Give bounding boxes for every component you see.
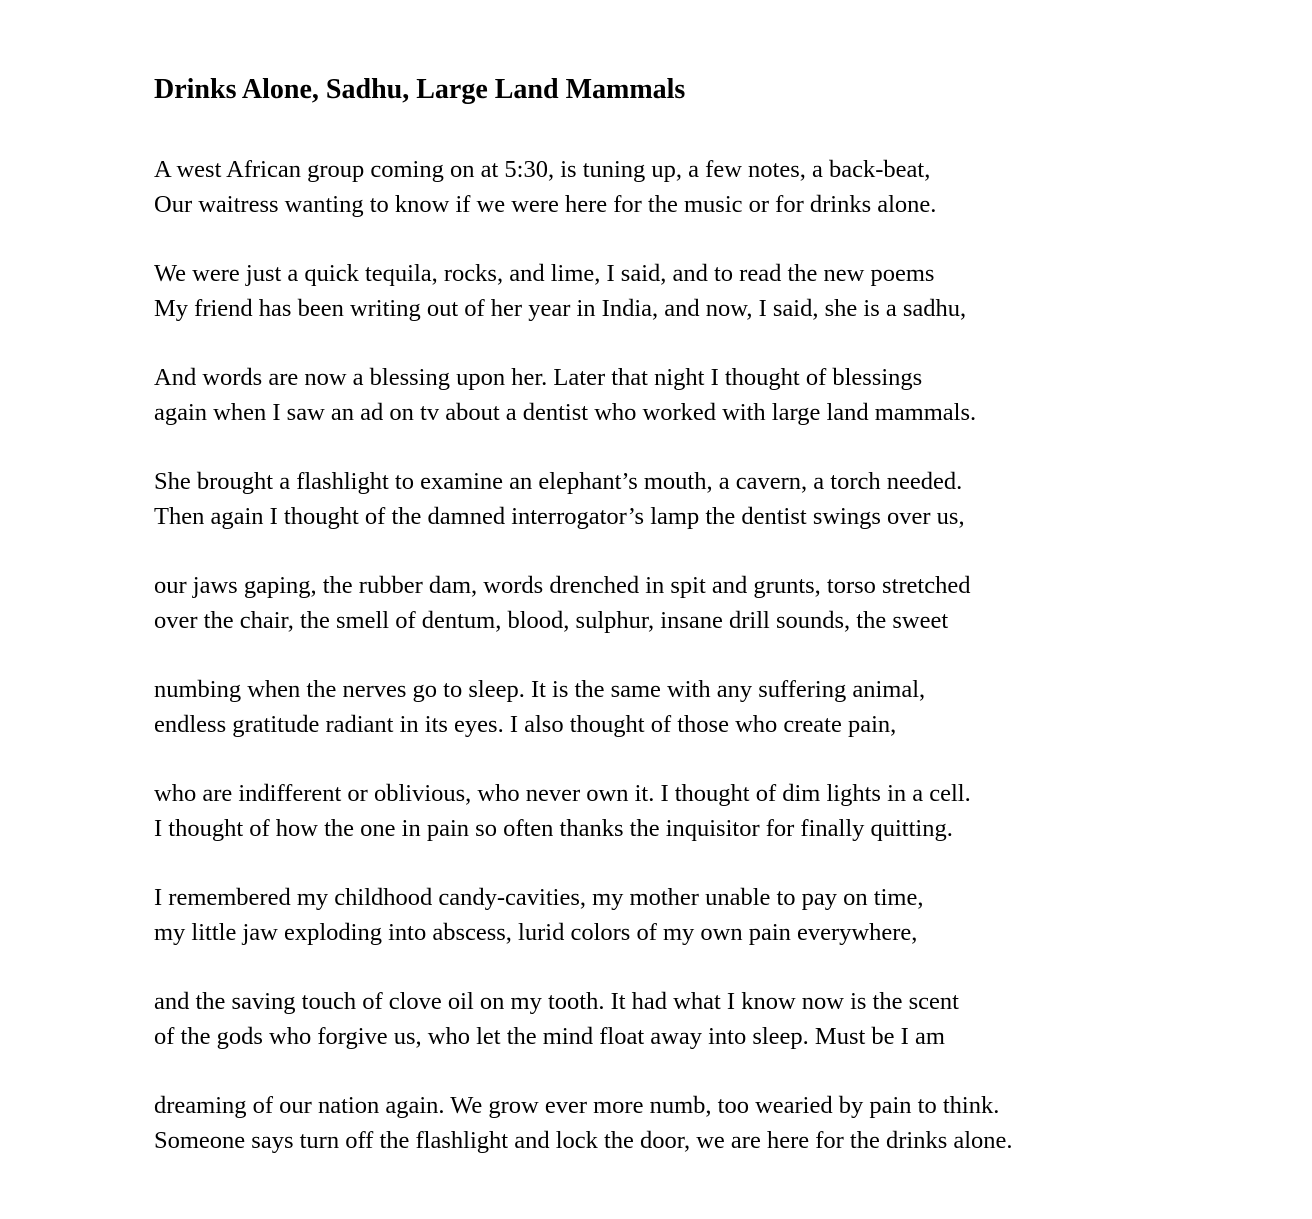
poem-title: Drinks Alone, Sadhu, Large Land Mammals bbox=[154, 74, 686, 105]
poem-line: Then again I thought of the damned interrogator’s lamp the dentist swings over us, bbox=[154, 503, 965, 530]
poem-page bbox=[154, 70, 1234, 1192]
stanza bbox=[154, 672, 1234, 742]
poem-line: Someone says turn off the flashlight and lock the door, we are here for the drinks alone. bbox=[154, 1127, 1013, 1154]
poem-line: of the gods who forgive us, who let the mind float away into sleep. Must be I am bbox=[154, 1023, 945, 1050]
poem-line: endless gratitude radiant in its eyes. I also thought of those who create pain, bbox=[154, 711, 897, 738]
poem-line: numbing when the nerves go to sleep. It is the same with any suffering animal, bbox=[154, 676, 926, 703]
poem-line: She brought a flashlight to examine an elephant’s mouth, a cavern, a torch needed. bbox=[154, 468, 963, 495]
poem-line: my little jaw exploding into abscess, lurid colors of my own pain everywhere, bbox=[154, 919, 918, 946]
poem-line: again when I saw an ad on tv about a dentist who worked with large land mammals. bbox=[154, 399, 977, 426]
poem-line: My friend has been writing out of her year in India, and now, I said, she is a sadhu, bbox=[154, 295, 967, 322]
stanza bbox=[154, 256, 1234, 326]
poem-line: I remembered my childhood candy-cavities, my mother unable to pay on time, bbox=[154, 884, 924, 911]
poem-line: our jaws gaping, the rubber dam, words drenched in spit and grunts, torso stretched bbox=[154, 572, 971, 599]
poem-line: dreaming of our nation again. We grow ever more numb, too wearied by pain to think. bbox=[154, 1092, 1000, 1119]
poem-line: A west African group coming on at 5:30, is tuning up, a few notes, a back-beat, bbox=[154, 156, 931, 183]
stanza bbox=[154, 152, 1234, 222]
poem-line: Our waitress wanting to know if we were here for the music or for drinks alone. bbox=[154, 191, 937, 218]
poem-line: I thought of how the one in pain so often thanks the inquisitor for finally quitting. bbox=[154, 815, 953, 842]
poem-line: and the saving touch of clove oil on my tooth. It had what I know now is the scent bbox=[154, 988, 959, 1015]
poem-body bbox=[154, 152, 1234, 1158]
poem-line: over the chair, the smell of dentum, blood, sulphur, insane drill sounds, the sweet bbox=[154, 607, 949, 634]
stanza bbox=[154, 464, 1234, 534]
stanza bbox=[154, 360, 1234, 430]
stanza bbox=[154, 1088, 1234, 1158]
stanza bbox=[154, 776, 1234, 846]
poem-line: And words are now a blessing upon her. Later that night I thought of blessings bbox=[154, 364, 923, 391]
stanza bbox=[154, 984, 1234, 1054]
poem-line: We were just a quick tequila, rocks, and lime, I said, and to read the new poems bbox=[154, 260, 935, 287]
stanza bbox=[154, 568, 1234, 638]
poem-line: who are indifferent or oblivious, who never own it. I thought of dim lights in a cell. bbox=[154, 780, 971, 807]
stanza bbox=[154, 880, 1234, 950]
